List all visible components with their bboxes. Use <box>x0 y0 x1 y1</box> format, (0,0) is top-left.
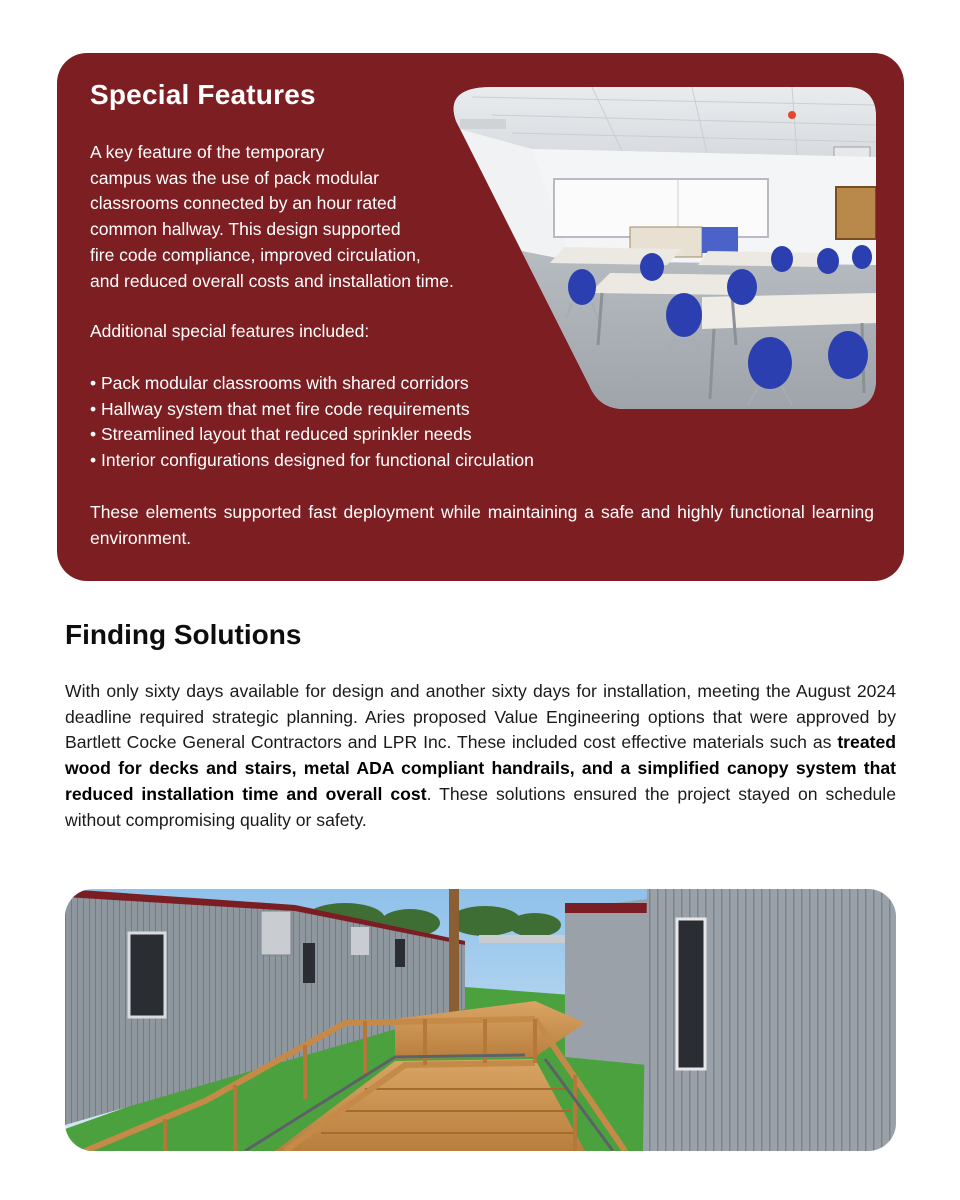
solutions-highlight: treated wood for decks and stairs, metal ADA compliant handrails, and a simplified canopy system that reduced installation time and overall cost <box>65 732 896 804</box>
feature-list-item: • Pack modular classrooms with shared corridors <box>90 371 534 397</box>
intro-line: A key feature of the temporary <box>90 142 325 162</box>
intro-line: and reduced overall costs and installation time. <box>90 270 454 291</box>
intro-line: fire code compliance, improved circulation, <box>90 244 421 265</box>
special-features-card <box>57 53 904 581</box>
special-features-lead: Additional special features included: <box>90 321 370 341</box>
intro-line: classrooms connected by an hour rated <box>90 193 397 214</box>
feature-list-item: • Interior configurations designed for functional circulation <box>90 448 534 474</box>
special-features-outro: These elements supported fast deployment while maintaining a safe and highly functional learning environment. <box>90 502 874 548</box>
classroom-photo <box>452 87 876 409</box>
solutions-text: . These solutions ensured the project stayed on schedule without compromising quality or safety. <box>65 783 896 830</box>
feature-list-item: • Streamlined layout that reduced sprinkler needs <box>90 422 534 448</box>
intro-line: common hallway. This design supported <box>90 219 401 240</box>
solutions-text: With only sixty days available for design and another sixty days for installation, meeting the August 2024 deadline required strategic planning. Aries proposed Value Engineering options that were approved by Bartlett Cocke General Contractors and LPR Inc. These included cost effective materials such as <box>65 681 896 753</box>
intro-line: campus was the use of pack modular <box>90 167 379 188</box>
modular-campus-photo <box>65 889 896 1151</box>
finding-solutions-body <box>65 679 896 833</box>
finding-solutions-title: Finding Solutions <box>65 619 302 650</box>
special-features-title: Special Features <box>90 79 316 110</box>
feature-list-item: • Hallway system that met fire code requirements <box>90 397 534 423</box>
